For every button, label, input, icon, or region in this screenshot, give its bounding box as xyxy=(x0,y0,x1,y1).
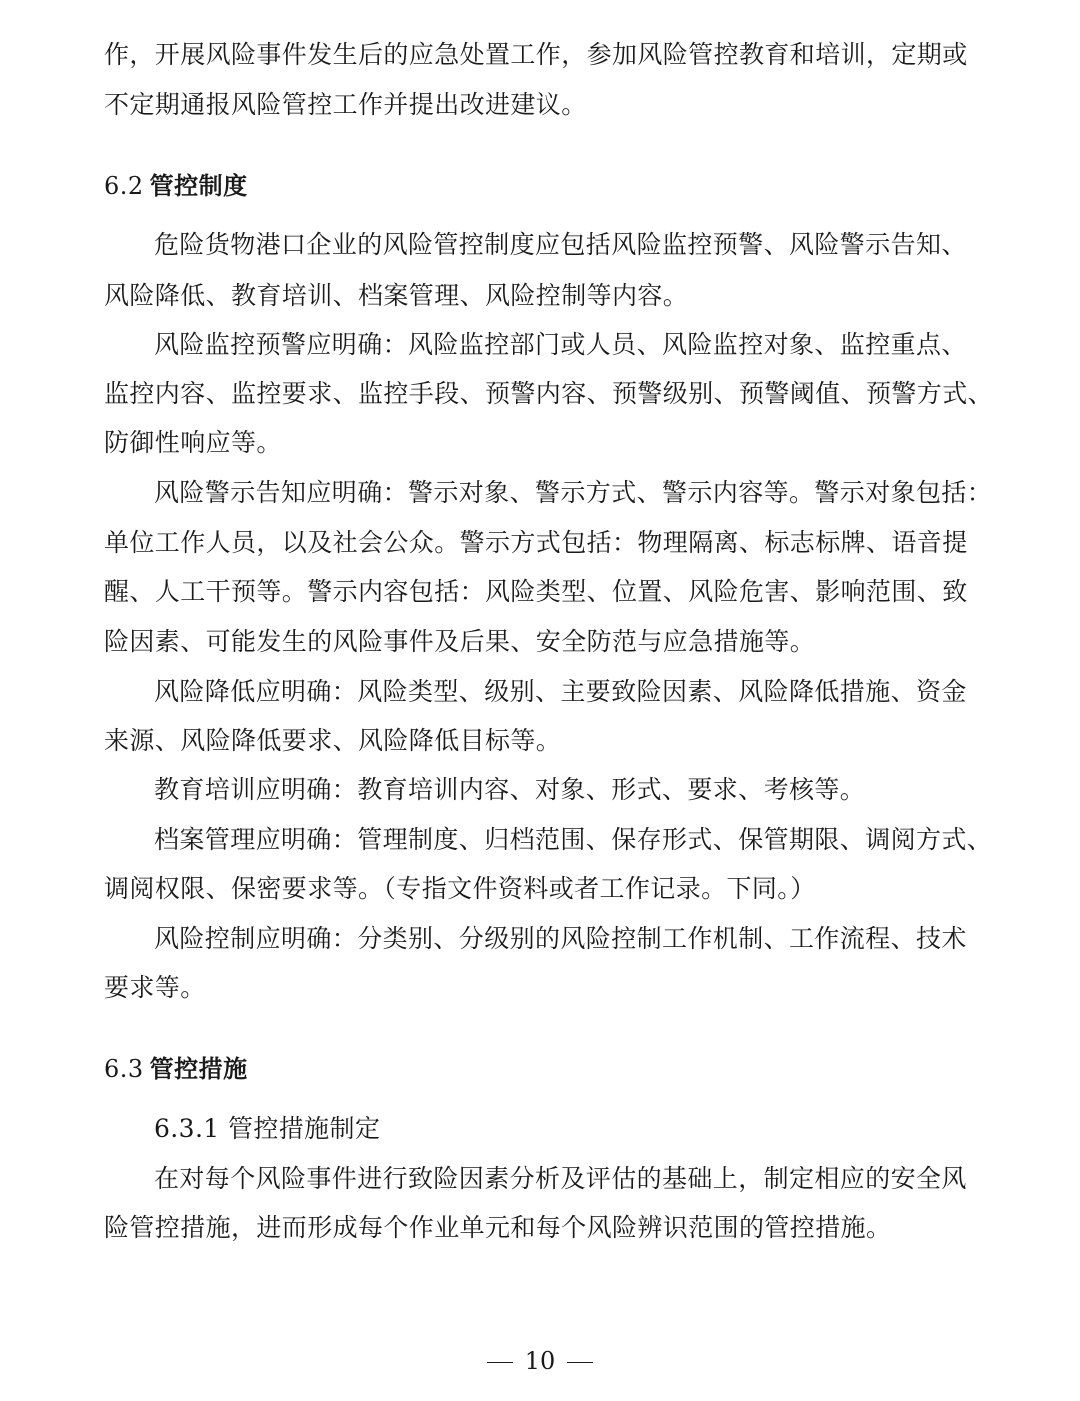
paragraph-line: 风险降低、教育培训、档案管理、风险控制等内容。 xyxy=(104,281,689,310)
paragraph-line: 防御性响应等。 xyxy=(104,428,282,457)
paragraph-line: 作，开展风险事件发生后的应急处置工作，参加风险管控教育和培训，定期或 xyxy=(104,40,968,69)
paragraph-line: 险因素、可能发生的风险事件及后果、安全防范与应急措施等。 xyxy=(104,627,816,656)
paragraph-line: 要求等。 xyxy=(104,973,206,1002)
paragraph-line: 监控内容、监控要求、监控手段、预警内容、预警级别、预警阈值、预警方式、 xyxy=(104,379,994,408)
footer-dash-left xyxy=(487,1362,513,1363)
paragraph-line: 风险降低应明确：风险类型、级别、主要致险因素、风险降低措施、资金 xyxy=(154,677,967,706)
paragraph-line: 危险货物港口企业的风险管控制度应包括风险监控预警、风险警示告知、 xyxy=(154,230,967,259)
section-number: 6.3 xyxy=(104,1055,144,1083)
section-heading-6-3 xyxy=(104,1052,248,1086)
section-heading-6-2 xyxy=(104,169,248,203)
page-number: 10 xyxy=(524,1347,556,1375)
paragraph-line: 风险警示告知应明确：警示对象、警示方式、警示内容等。警示对象包括： xyxy=(154,478,993,507)
paragraph-line: 在对每个风险事件进行致险因素分析及评估的基础上，制定相应的安全风 xyxy=(154,1164,967,1193)
paragraph-line: 单位工作人员，以及社会公众。警示方式包括：物理隔离、标志标牌、语音提 xyxy=(104,528,968,557)
paragraph-line: 不定期通报风险管控工作并提出改进建议。 xyxy=(104,90,587,119)
paragraph-line: 风险控制应明确：分类别、分级别的风险控制工作机制、工作流程、技术 xyxy=(154,924,967,953)
page-footer xyxy=(0,1344,1080,1378)
section-number: 6.2 xyxy=(104,172,144,200)
footer-dash-right xyxy=(567,1362,593,1363)
paragraph-line: 来源、风险降低要求、风险降低目标等。 xyxy=(104,726,562,755)
section-title: 管控措施 xyxy=(149,1055,248,1083)
paragraph-line: 风险监控预警应明确：风险监控部门或人员、风险监控对象、监控重点、 xyxy=(154,330,967,359)
paragraph-line: 险管控措施，进而形成每个作业单元和每个风险辨识范围的管控措施。 xyxy=(104,1213,892,1242)
subsection-heading-6-3-1: 6.3.1 管控措施制定 xyxy=(154,1114,381,1143)
paragraph-line: 调阅权限、保密要求等。（专指文件资料或者工作记录。下同。） xyxy=(104,874,816,903)
paragraph-line: 教育培训应明确：教育培训内容、对象、形式、要求、考核等。 xyxy=(154,775,866,804)
paragraph-line: 档案管理应明确：管理制度、归档范围、保存形式、保管期限、调阅方式、 xyxy=(154,825,993,854)
paragraph-line: 醒、人工干预等。警示内容包括：风险类型、位置、风险危害、影响范围、致 xyxy=(104,577,968,606)
section-title: 管控制度 xyxy=(149,172,248,200)
